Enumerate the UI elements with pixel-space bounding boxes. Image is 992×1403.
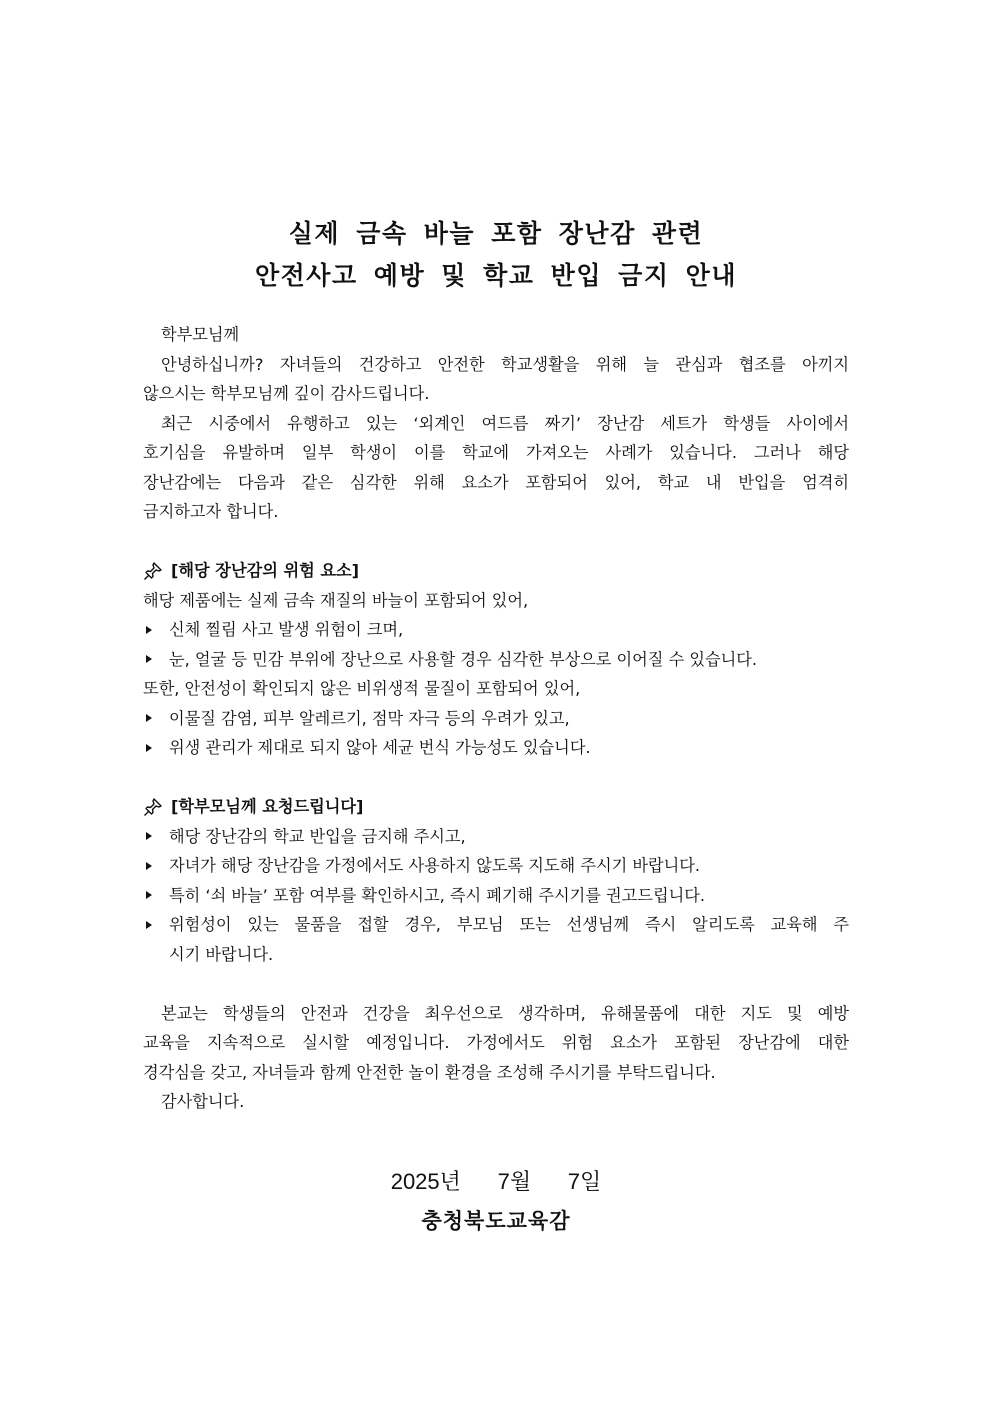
list-item-text: 신체 찔림 사고 발생 위험이 크며, — [169, 620, 404, 639]
document-title-line1: 실제 금속 바늘 포함 장난감 관련 — [288, 219, 704, 248]
bullet-triangle-icon — [146, 832, 152, 840]
list-item-text: 눈, 얼굴 등 민감 부위에 장난으로 사용할 경우 심각한 부상으로 이어질 수 있습니다. — [169, 649, 758, 669]
list-item — [143, 881, 849, 911]
document-body — [143, 320, 849, 1117]
spacer — [143, 763, 849, 793]
section1-heading — [143, 556, 849, 586]
bullet-triangle-icon — [146, 862, 152, 870]
list-item-continuation: 시기 바랍니다. — [169, 944, 274, 964]
bullet-triangle-icon — [146, 891, 152, 899]
list-item-text: 자녀가 해당 장난감을 가정에서도 사용하지 않도록 지도해 주시기 바랍니다. — [169, 856, 701, 875]
spacer — [143, 527, 849, 557]
list-item-text: 해당 장난감의 학교 반입을 금지해 주시고, — [169, 826, 466, 846]
list-item — [143, 704, 849, 734]
bullet-triangle-icon — [146, 626, 152, 634]
list-item — [143, 851, 849, 881]
para2-line-2: 호기심을 유발하며 일부 학생이 이를 학교에 가져오는 사례가 있습니다. 그러나 해당 — [143, 443, 849, 462]
section1-heading-text: [해당 장난감의 위험 요소] — [171, 561, 360, 580]
list-item — [143, 822, 849, 852]
bullet-triangle-icon — [146, 744, 152, 752]
list-item-text: 특히 ‘쇠 바늘’ 포함 여부를 확인하시고, 즉시 폐기해 주시기를 권고드립니다. — [169, 885, 706, 905]
para2-line-4: 금지하고자 합니다. — [143, 502, 279, 521]
bullet-triangle-icon — [146, 655, 152, 663]
list-item-text: 위생 관리가 제대로 되지 않아 세균 번식 가능성도 있습니다. — [169, 738, 591, 757]
signature: 충청북도교육감 — [421, 1208, 571, 1233]
intro-line-1: 안녕하십니까? 자녀들의 건강하고 안전한 학교생활을 위해 늘 관심과 협조를 아끼지 — [161, 354, 849, 374]
document-date — [0, 1165, 992, 1196]
closing-line-2: 교육을 지속적으로 실시할 예정입니다. 가정에서도 위험 요소가 포함된 장난감에 대한 — [143, 1033, 849, 1052]
pushpin-icon — [143, 797, 163, 817]
bullet-triangle-icon — [146, 921, 152, 929]
spacer — [143, 969, 849, 999]
date-month: 7월 — [497, 1169, 532, 1194]
list-item-text: 이물질 감염, 피부 알레르기, 점막 자극 등의 우려가 있고, — [169, 708, 570, 728]
section2-heading — [143, 792, 849, 822]
closing-line-3: 경각심을 갖고, 자녀들과 함께 안전한 놀이 환경을 조성해 주시기를 부탁드립니다. — [143, 1062, 716, 1082]
closing-line-1: 본교는 학생들의 안전과 건강을 최우선으로 생각하며, 유해물품에 대한 지도 및 예방 — [161, 1003, 849, 1023]
list-item — [143, 733, 849, 763]
list-item — [143, 645, 849, 675]
list-item — [143, 615, 849, 645]
section1-lead2: 또한, 안전성이 확인되지 않은 비위생적 물질이 포함되어 있어, — [143, 679, 581, 698]
list-item-text: 위험성이 있는 물품을 접할 경우, 부모님 또는 선생님께 즉시 알리도록 교육해 주 — [169, 915, 849, 934]
intro-line-2: 않으시는 학부모님께 깊이 감사드립니다. — [143, 384, 430, 403]
para2-line-3: 장난감에는 다음과 같은 심각한 위해 요소가 포함되어 있어, 학교 내 반입을 엄격히 — [143, 472, 849, 492]
pushpin-icon — [143, 561, 163, 581]
document-title-line2: 안전사고 예방 및 학교 반입 금지 안내 — [255, 261, 737, 290]
list-item — [143, 910, 849, 940]
date-year: 2025년 — [390, 1169, 461, 1194]
thanks-line: 감사합니다. — [161, 1092, 245, 1111]
bullet-triangle-icon — [146, 714, 152, 722]
salutation: 학부모님께 — [161, 325, 240, 344]
para2-line-1: 최근 시중에서 유행하고 있는 ‘외계인 여드름 짜기’ 장난감 세트가 학생들 사이에서 — [161, 413, 849, 433]
section2-heading-text: [학부모님께 요청드립니다] — [171, 797, 364, 816]
date-day: 7일 — [567, 1169, 602, 1194]
section1-lead: 해당 제품에는 실제 금속 재질의 바늘이 포함되어 있어, — [143, 590, 529, 610]
